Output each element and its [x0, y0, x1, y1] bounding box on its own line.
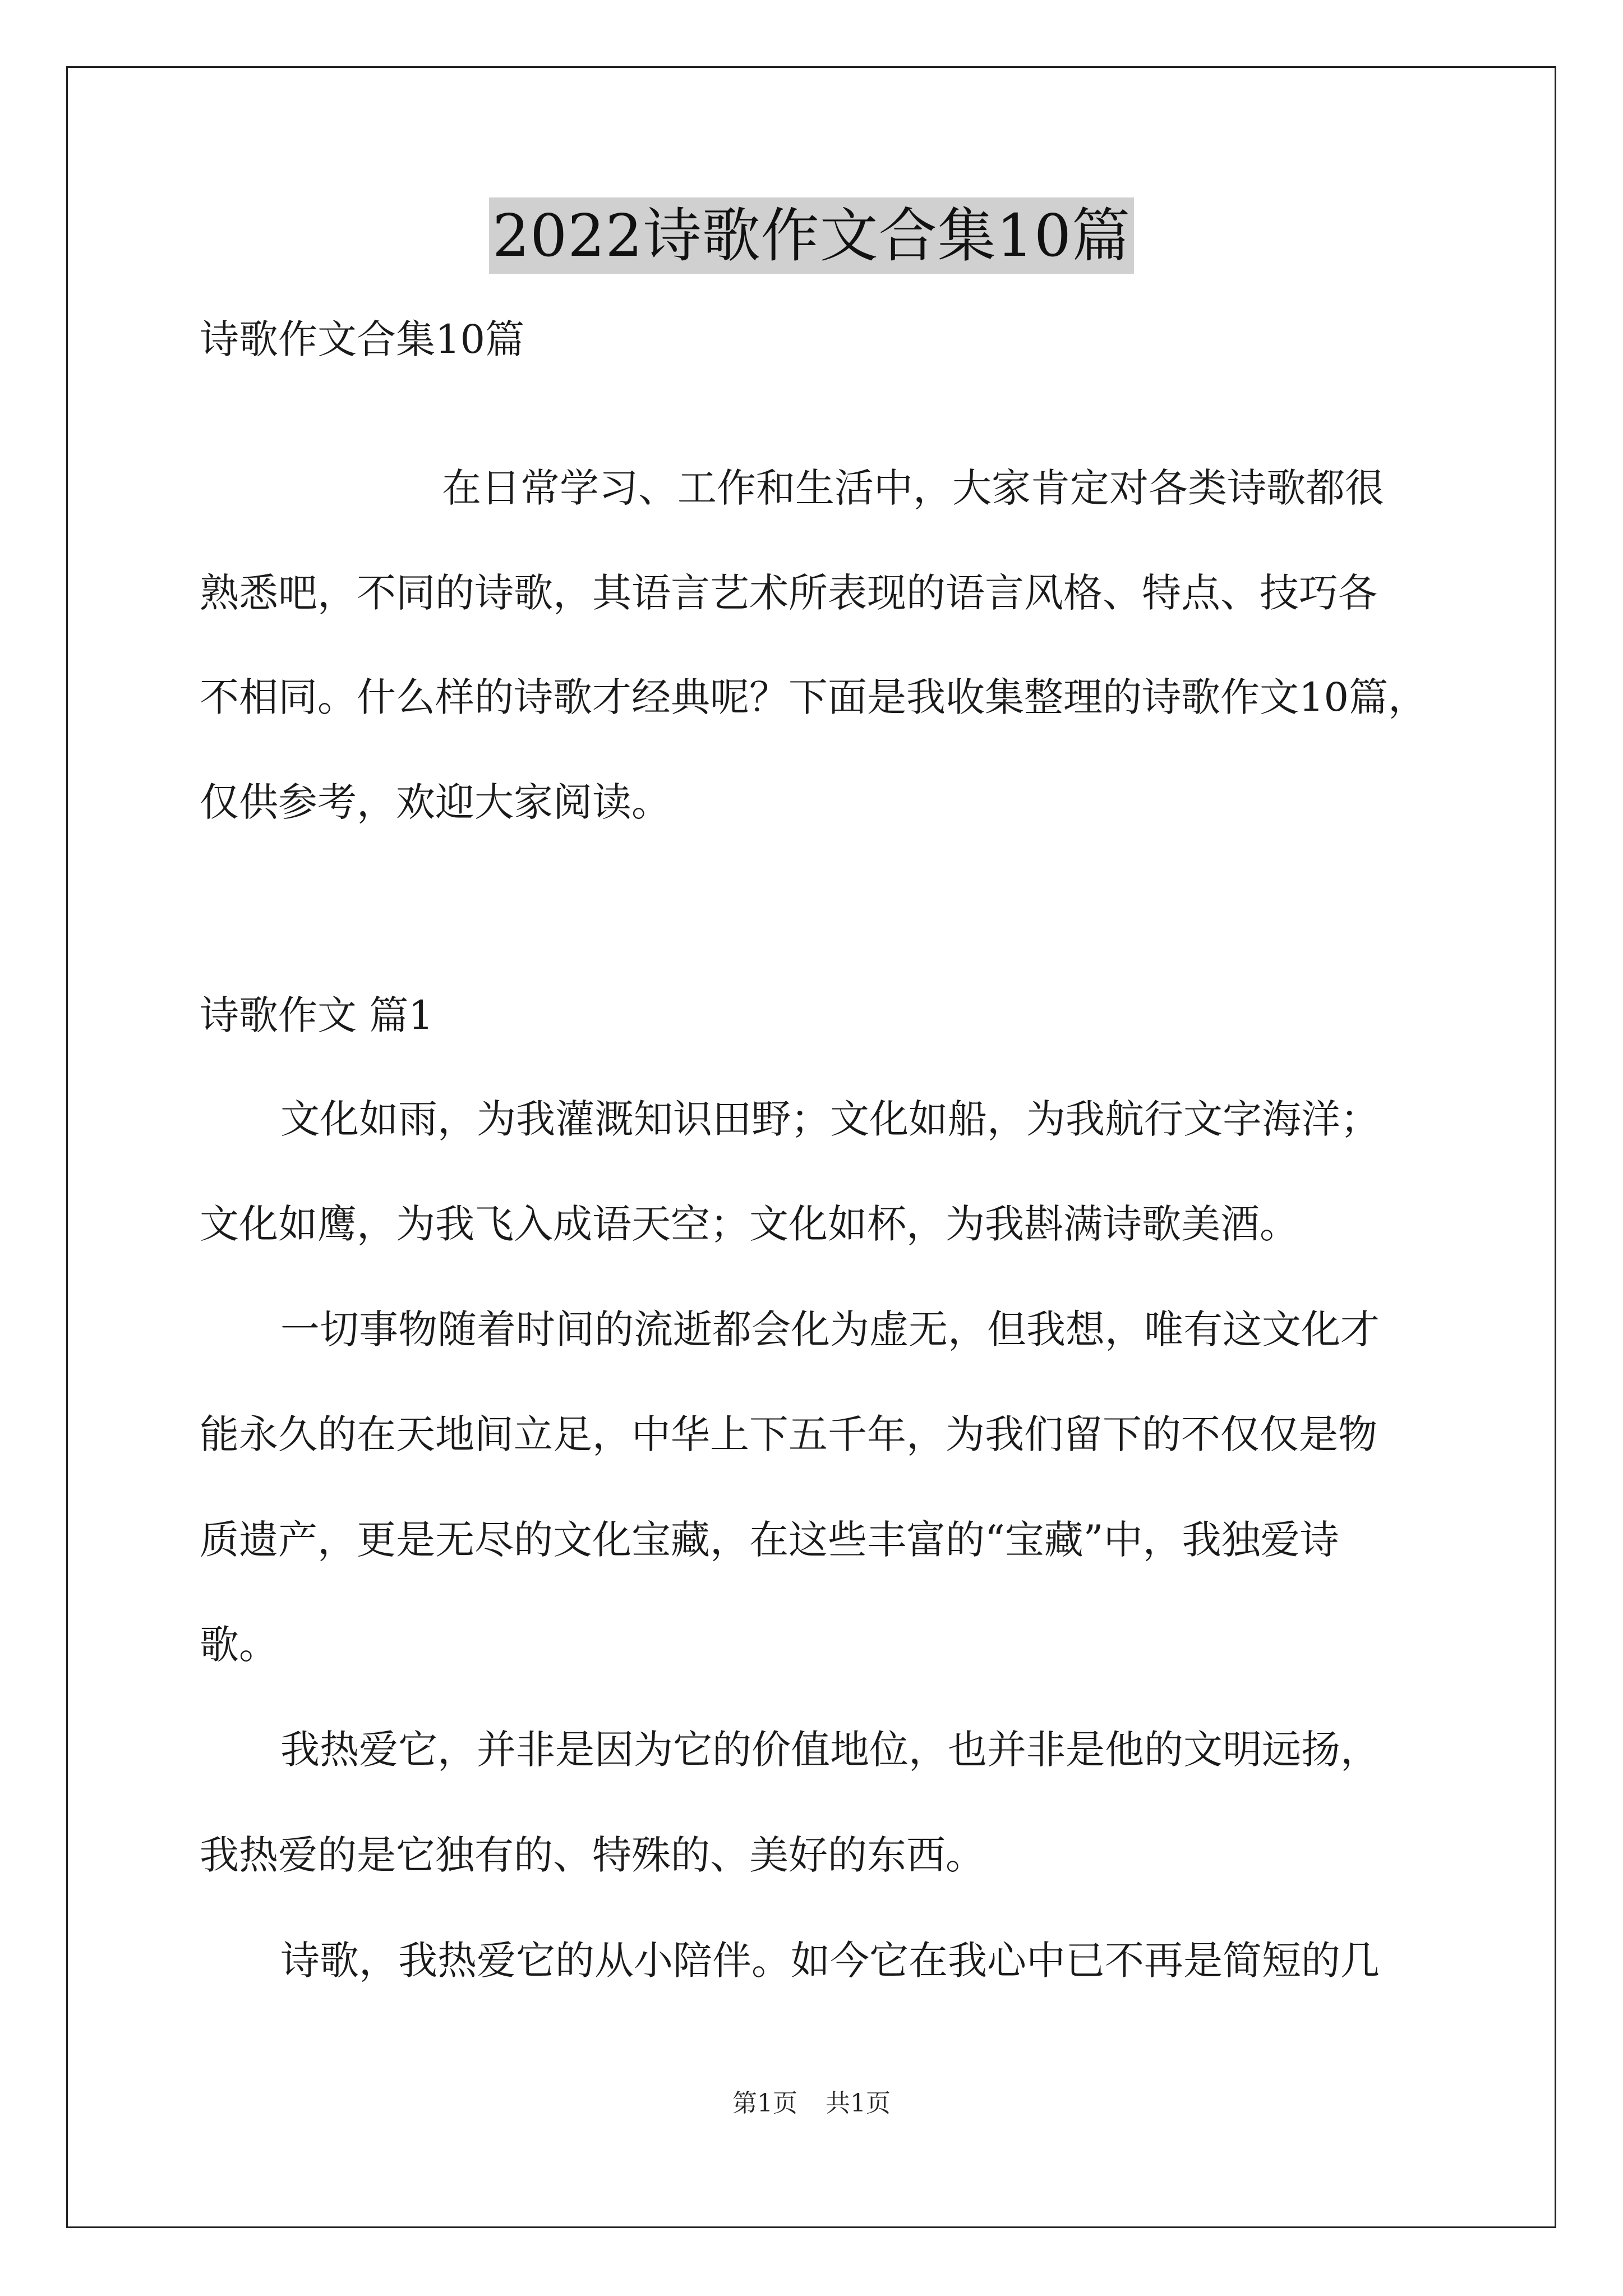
body-line: 我热爱的是它独有的、特殊的、美好的东西。: [200, 1832, 985, 1878]
intro-line: 不相同。什么样的诗歌才经典呢？下面是我收集整理的诗歌作文10篇，: [200, 674, 1428, 720]
body-line: 能永久的在天地间立足，中华上下五千年，为我们留下的不仅仅是物: [200, 1411, 1377, 1457]
body-line: 我热爱它，并非是因为它的价值地位，也并非是他的文明远扬，: [280, 1727, 1380, 1773]
body-line: 诗歌，我热爱它的从小陪伴。如今它在我心中已不再是简短的几: [280, 1938, 1380, 1984]
intro-line: 熟悉吧，不同的诗歌，其语言艺术所表现的语言风格、特点、技巧各: [200, 570, 1377, 616]
document-subtitle: 诗歌作文合集10篇: [200, 316, 525, 362]
body-line: 一切事物随着时间的流逝都会化为虚无，但我想，唯有这文化才: [280, 1306, 1380, 1352]
body-line: 文化如雨，为我灌溉知识田野；文化如船，为我航行文字海洋；: [280, 1096, 1380, 1142]
title-container: [0, 197, 1623, 274]
page-footer: [0, 2087, 1623, 2120]
intro-line: 仅供参考，欢迎大家阅读。: [200, 779, 671, 825]
page-border: [66, 66, 1556, 2228]
section-heading: 诗歌作文 篇1: [200, 992, 434, 1038]
intro-line: 在日常学习、工作和生活中，大家肯定对各类诗歌都很: [442, 465, 1384, 511]
page-total: 共1页: [826, 2089, 891, 2118]
page-number: 第1页: [732, 2089, 797, 2118]
body-line: 歌。: [200, 1622, 278, 1668]
body-line: 质遗产，更是无尽的文化宝藏，在这些丰富的“宝藏”中，我独爱诗: [200, 1517, 1339, 1563]
document-title: 2022诗歌作文合集10篇: [489, 197, 1134, 274]
body-line: 文化如鹰，为我飞入成语天空；文化如杯，为我斟满诗歌美酒。: [200, 1201, 1299, 1247]
